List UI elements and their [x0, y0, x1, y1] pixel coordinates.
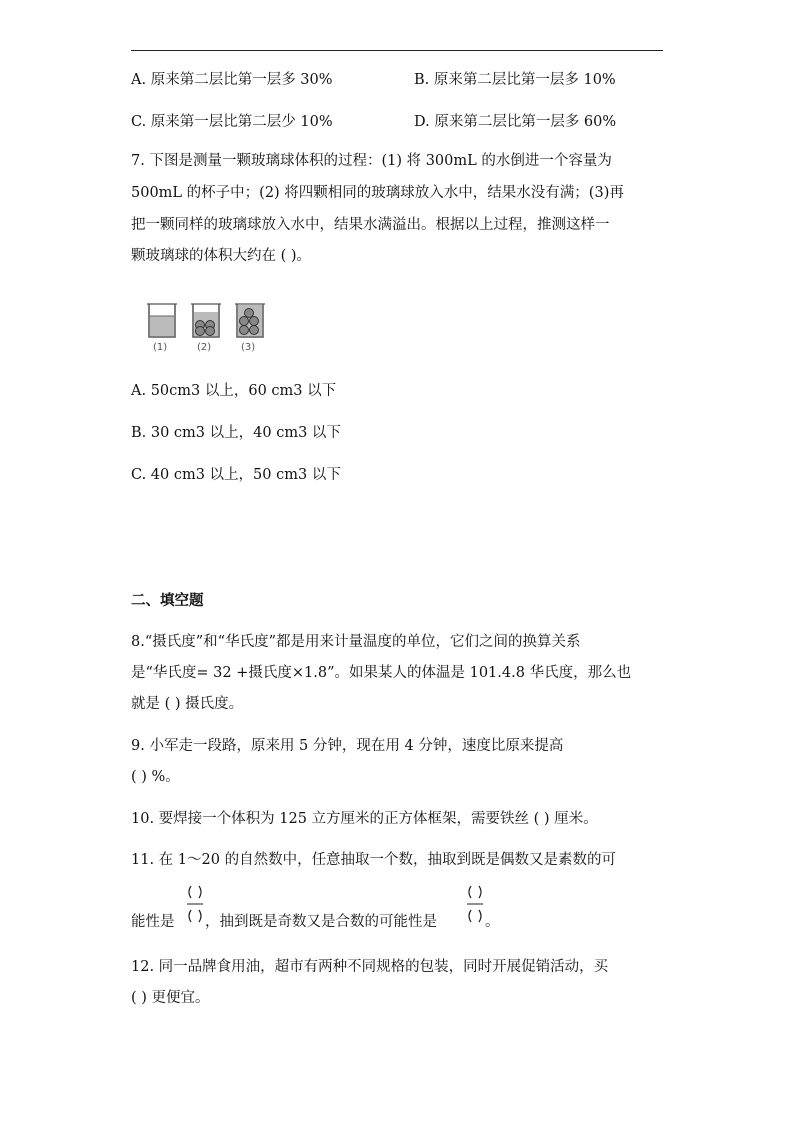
q11-fraction-blank-2 [465, 883, 485, 927]
q6-option-b: B. 原来第二层比第一层多 10% [414, 72, 616, 88]
beaker-figure-svg [146, 300, 276, 356]
section-heading-fill-blank: 二、填空题 [131, 593, 204, 609]
q7-option-b: B. 30 cm3 以上，40 cm3 以下 [131, 425, 341, 441]
header-rule [131, 50, 663, 51]
beaker-figure [146, 300, 276, 356]
q11-text-part3: 。 [485, 914, 500, 930]
q12-text-line1: 12. 同一品牌食用油，超市有两种不同规格的包装，同时开展促销活动，买 [131, 959, 609, 975]
q6-option-a: A. 原来第二层比第一层多 30% [131, 72, 333, 88]
q11-text-line1: 11. 在 1～20 的自然数中，任意抽取一个数，抽取到既是偶数又是素数的可 [131, 852, 617, 868]
beaker-2 [191, 304, 221, 337]
q8-text-line2: 是“华氏度= 32 +摄氏度×1.8”。如果某人的体温是 101.4.8 华氏度，那么也 [131, 665, 632, 681]
beaker-3 [235, 304, 265, 337]
q12-text-line2: ( ) 更便宜。 [131, 990, 210, 1006]
q9-text-line2: ( ) %。 [131, 769, 180, 785]
q7-text-line1: 7. 下图是测量一颗玻璃球体积的过程：(1) 将 300mL 的水倒进一个容量为 [131, 153, 612, 169]
q11-text-part1: 能性是 [131, 914, 175, 930]
q8-text-line1: 8.“摄氏度”和“华氏度”都是用来计量温度的单位，它们之间的换算关系 [131, 634, 581, 650]
q11-fraction-blank-1 [185, 883, 205, 927]
q10-text: 10. 要焊接一个体积为 125 立方厘米的正方体框架，需要铁丝 ( ) 厘米。 [131, 811, 598, 827]
beaker-1 [147, 304, 177, 337]
q11-text-part2: ，抽到既是奇数又是合数的可能性是 [205, 914, 437, 930]
beaker-label-3: (3) [241, 342, 256, 353]
beaker-label-2: (2) [197, 342, 212, 353]
q7-text-line4: 颗玻璃球的体积大约在 ( )。 [131, 248, 312, 264]
q7-text-line2: 500mL 的杯子中；(2) 将四颗相同的玻璃球放入水中，结果水没有满；(3)再 [131, 185, 624, 201]
q7-text-line3: 把一颗同样的玻璃球放入水中，结果水满溢出。根据以上过程，推测这样一 [131, 217, 610, 233]
q8-text-line3: 就是 ( ) 摄氏度。 [131, 696, 244, 712]
q7-option-a: A. 50cm3 以上，60 cm3 以下 [131, 383, 337, 399]
q6-option-c: C. 原来第一层比第二层少 10% [131, 114, 333, 130]
beaker-label-1: (1) [153, 342, 168, 353]
q7-option-c: C. 40 cm3 以上，50 cm3 以下 [131, 467, 341, 483]
q6-option-d: D. 原来第二层比第一层多 60% [414, 114, 617, 130]
q9-text-line1: 9. 小军走一段路，原来用 5 分钟，现在用 4 分钟，速度比原来提高 [131, 738, 564, 754]
